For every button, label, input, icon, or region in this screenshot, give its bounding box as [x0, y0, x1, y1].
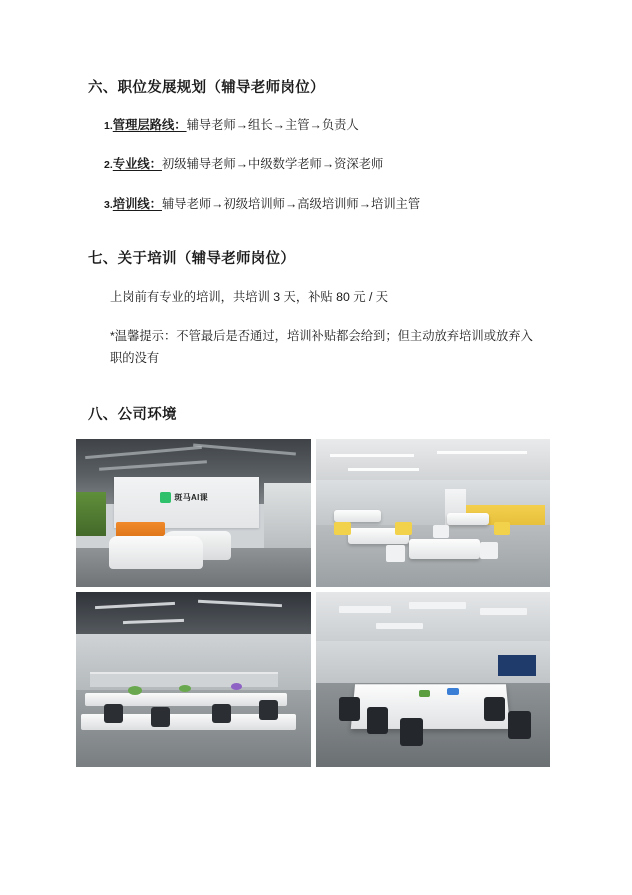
office-chair [259, 700, 278, 719]
ceiling-light [330, 454, 414, 457]
ceiling-panel [480, 608, 527, 615]
green-wall-panel [76, 492, 106, 536]
dining-table [334, 510, 381, 522]
office-chair [484, 697, 505, 722]
ceiling-light [348, 468, 418, 471]
ceiling [76, 592, 311, 638]
chair [386, 545, 405, 561]
section-heading-company-environment: 八、公司环境 [88, 407, 177, 424]
brand-logo [160, 492, 208, 503]
section-company-environment [88, 405, 562, 767]
list-item-number: 1. [104, 119, 113, 132]
list-item-text: 辅导老师→组长→主管→负责人 [186, 117, 359, 132]
dining-table [409, 539, 479, 558]
list-item [88, 195, 562, 215]
list-item-text: 初级辅导老师→中级数学老师→资深老师 [161, 157, 384, 172]
training-note [88, 326, 562, 369]
brand-logo-mark [160, 492, 171, 503]
brand-logo-text: 斑马AI课 [174, 493, 208, 503]
chair [494, 522, 510, 535]
list-item-lead: 管理层路线： [112, 117, 187, 132]
list-item [88, 155, 562, 175]
training-note-line2: 职的没有 [110, 350, 160, 365]
ceiling-panel [409, 602, 465, 609]
ceiling-panel [376, 623, 423, 628]
office-chair [104, 704, 123, 723]
ceiling-panel [339, 606, 391, 613]
photo-long-table [316, 592, 551, 767]
photo-open-office [76, 592, 311, 767]
chair [334, 522, 350, 535]
desk-plant [179, 685, 191, 692]
section-career-path [88, 78, 562, 215]
chair [433, 525, 449, 538]
office-chair [367, 707, 388, 733]
right-wall [264, 483, 311, 548]
section-heading-career-path: 六、职位发展规划（辅导老师岗位） [88, 80, 325, 96]
list-item-text: 辅导老师→初级培训师→高级培训师→培训主管 [161, 197, 421, 212]
career-path-list [88, 116, 562, 215]
company-photo-gallery [76, 439, 550, 767]
list-item [88, 116, 562, 136]
ceiling [316, 439, 551, 483]
ceiling [316, 592, 551, 645]
list-item-lead: 专业线： [112, 157, 162, 172]
training-note-line1: *温馨提示：不管最后是否通过，培训补贴都会给到；但主动放弃培训或放弃入 [110, 329, 533, 344]
office-chair [212, 704, 231, 723]
chair [480, 542, 499, 558]
office-chair [151, 707, 170, 726]
ceiling-light [437, 451, 526, 454]
photo-canteen [316, 439, 551, 587]
list-item-number: 3. [104, 199, 113, 212]
list-item-number: 2. [104, 159, 113, 172]
dining-table [447, 513, 489, 525]
office-chair [400, 718, 423, 746]
table-item [447, 688, 459, 695]
list-item-lead: 培训线： [112, 197, 162, 212]
section-heading-training: 七、关于培训（辅导老师岗位） [88, 250, 296, 267]
wall-display [498, 655, 536, 676]
chair [395, 522, 411, 535]
office-chair [339, 697, 360, 722]
table-item [419, 690, 431, 697]
photo-reception [76, 439, 311, 587]
reception-desk-white [109, 536, 203, 569]
training-paragraph: 上岗前有专业的培训，共培训 3 天，补贴 80 元 / 天 [110, 289, 389, 304]
section-training [88, 249, 562, 369]
office-chair [508, 711, 531, 739]
desk-plant [128, 686, 142, 695]
desk-decor [231, 683, 243, 690]
